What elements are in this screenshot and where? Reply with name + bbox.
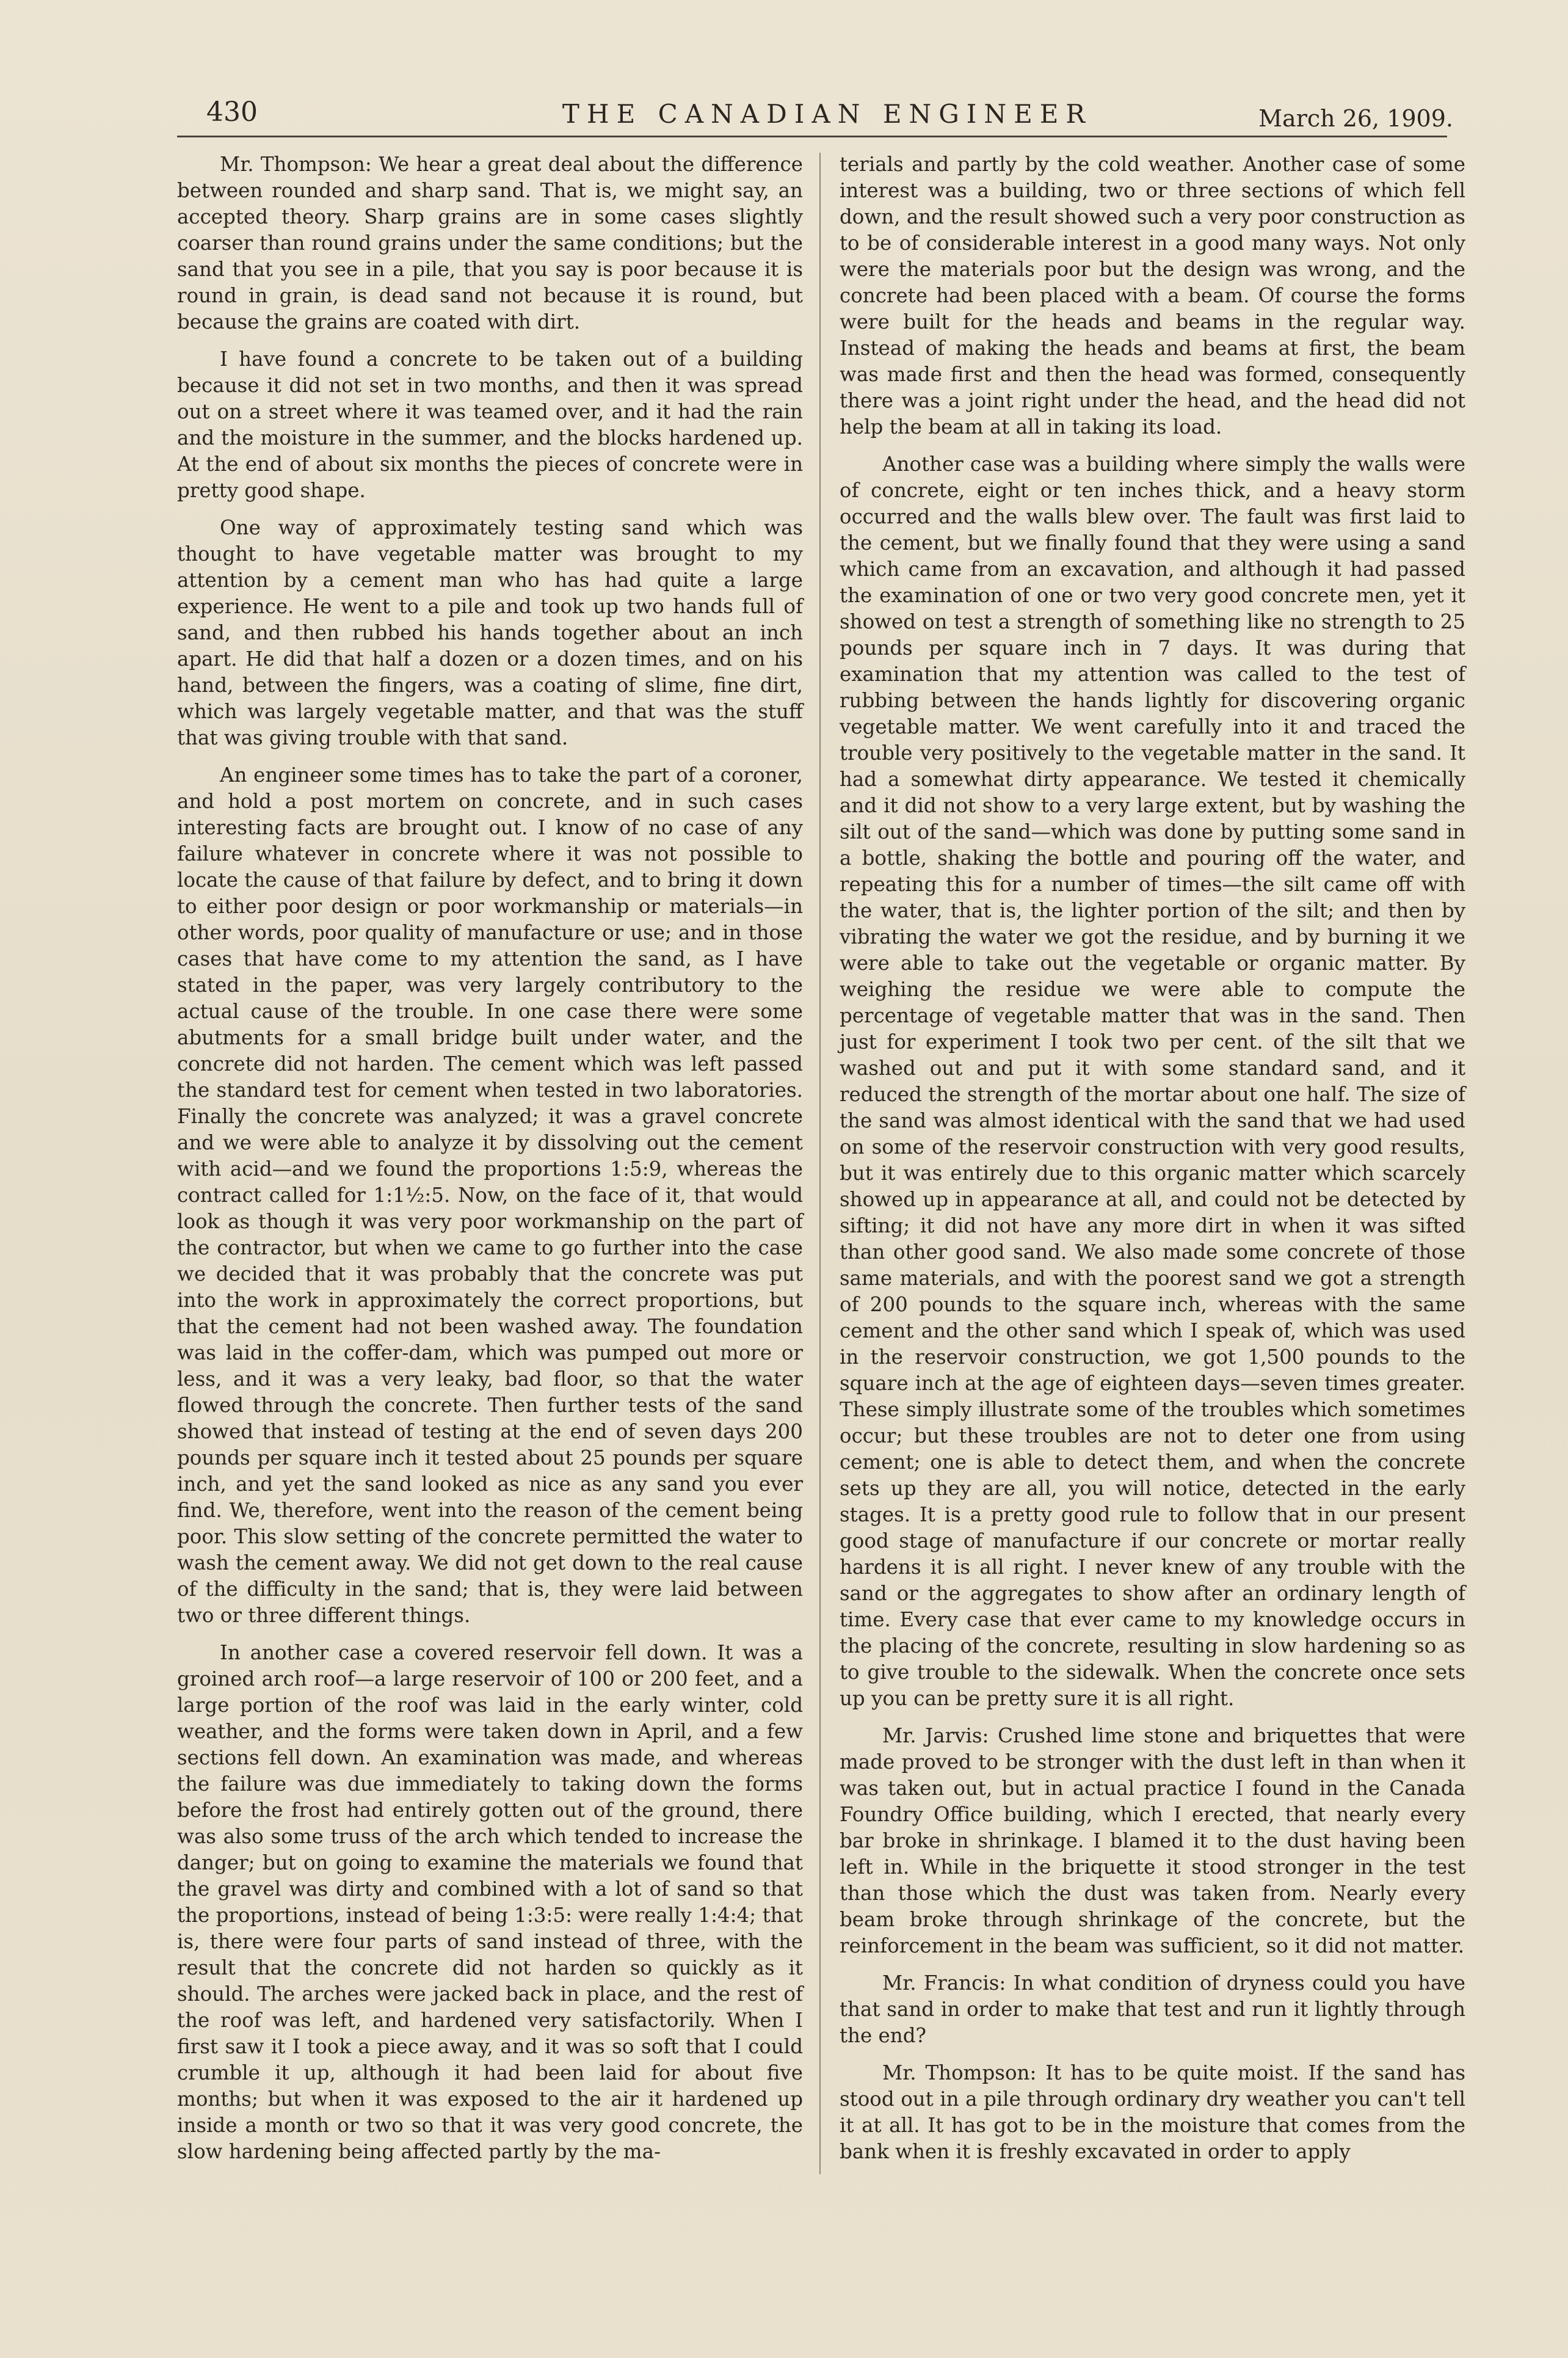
- continued-paragraph: terials and partly by the cold weather. Another case of some interest was a building, two or three sections of which fell down, and the result showed such a very poor construction as to be of considerable interest in a good many ways. Not only were the materials poor but the design was wrong, and the concrete had been placed with a beam. Of course the forms were built for the heads and beams in the regular way. Instead of making the heads and beams at first, the beam was made first and then the head was formed, consequently there was a joint right under the head, and the head did not help the beam at all in taking its load.: [840, 153, 1465, 438]
- page-header: [201, 92, 1453, 140]
- left-column: [177, 151, 803, 2176]
- header-rule: [177, 136, 1447, 137]
- paragraph: An engineer some times has to take the part of a coroner, and hold a post mortem on concrete, and in such cases interesting facts are brought out. I know of no case of any failure whatever in concrete where it was not possible to locate the cause of that failure by defect, and to bring it down to either poor design or poor workmanship or materials—in other words, poor quality of manufacture or use; and in those cases that have come to my attention the sand, as I have stated in the paper, was very largely contributory to the actual cause of the trouble. In one case there were some abutments for a small bridge built under water, and the concrete did not harden. The cement which was left passed the standard test for cement when tested in two laboratories. Finally the concrete was analyzed; it was a gravel concrete and we were able to analyze it by dissolving out the cement with acid—and we found the proportions 1:5:9, whereas the contract called for 1:1½:5. Now, on the face of it, that would look as though it was very poor workmanship on the part of the contractor, but when we came to go further into the case we decided that it was probably that the concrete was put into the work in approximately the correct proportions, but that the cement had not been washed away. The foundation was laid in the coffer-dam, which was pumped out more or less, and it was a very leaky, bad floor, so that the water flowed through the concrete. Then further tests of the sand showed that instead of testing at the end of seven days 200 pounds per square inch it tested about 25 pounds per square inch, and yet the sand looked as nice as any sand you ever find. We, therefore, went into the reason of the cement being poor. This slow setting of the concrete permitted the water to wash the cement away. We did not get down to the real cause of the difficulty in the sand; that is, they were laid between two or three different things.: [177, 763, 803, 1627]
- right-column: [840, 151, 1465, 2176]
- paragraph: Mr. Jarvis: Crushed lime stone and briquettes that were made proved to be stronger with the dust left in than when it was taken out, but in actual practice I found in the Canada Foundry Office building, which I erected, that nearly every bar broke in shrinkage. I blamed it to the dust having been left in. While in the briquette it stood stronger in the test than those which the dust was taken from. Nearly every beam broke through shrinkage of the concrete, but the reinforcement in the beam was sufficient, so it did not matter.: [840, 1724, 1465, 1957]
- paragraph: One way of approximately testing sand which was thought to have vegetable matter was brought to my attention by a cement man who has had quite a large experience. He went to a pile and took up two hands full of sand, and then rubbed his hands together about an inch apart. He did that half a dozen or a dozen times, and on his hand, between the fingers, was a coating of slime, fine dirt, which was largely vegetable matter, and that was the stuff that was giving trouble with that sand.: [177, 516, 803, 749]
- paragraph: Mr. Thompson: It has to be quite moist. If the sand has stood out in a pile through ordinary dry weather you can't tell it at all. It has got to be in the moisture that comes from the bank when it is freshly excavated in order to apply: [840, 2061, 1465, 2163]
- paragraph: In another case a covered reservoir fell down. It was a groined arch roof—a large reservoir of 100 or 200 feet, and a large portion of the roof was laid in the early winter, cold weather, and the forms were taken down in April, and a few sections fell down. An examination was made, and whereas the failure was due immediately to taking down the forms before the frost had entirely gotten out of the ground, there was also some truss of the arch which tended to increase the danger; but on going to examine the materials we found that the gravel was dirty and combined with a lot of sand so that the proportions, instead of being 1:3:5: were really 1:4:4; that is, there were four parts of sand instead of three, with the result that the concrete did not harden so quickly as it should. The arches were jacked back in place, and the rest of the roof was left, and hardened very satisfactorily. When I first saw it I took a piece away, and it was so soft that I could crumble it up, although it had been laid for about five months; but when it was exposed to the air it hardened up inside a month or two so that it was very good concrete, the slow hardening being affected partly by the ma-: [177, 1641, 803, 2163]
- paragraph: Mr. Francis: In what condition of dryness could you have that sand in order to make that test and run it lightly through the end?: [840, 1971, 1465, 2047]
- issue-date: March 26, 1909.: [1258, 105, 1453, 132]
- paragraph: Mr. Thompson: We hear a great deal about the difference between rounded and sharp sand. That is, we might say, an accepted theory. Sharp grains are in some cases slightly coarser than round grains under the same conditions; but the sand that you see in a pile, that you say is poor because it is round in grain, is dead sand not because it is round, but because the grains are coated with dirt.: [177, 153, 803, 333]
- paragraph: Another case was a building where simply the walls were of concrete, eight or ten inches thick, and a heavy storm occurred and the walls blew over. The fault was first laid to the cement, but we finally found that they were using a sand which came from an excavation, and although it had passed the examination of one or two very good concrete men, yet it showed on test a strength of something like no strength to 25 pounds per square inch in 7 days. It was during that examination that my attention was called to the test of rubbing between the hands lightly for discovering organic vegetable matter. We went carefully into it and traced the trouble very positively to the vegetable matter in the sand. It had a somewhat dirty appearance. We tested it chemically and it did not show to a very large extent, but by washing the silt out of the sand—which was done by putting some sand in a bottle, shaking the bottle and pouring off the water, and repeating this for a number of times—the silt came off with the water, that is, the lighter portion of the silt; and then by vibrating the water we got the residue, and by burning it we were able to take out the vegetable or organic matter. By weighing the residue we were able to compute the percentage of vegetable matter that was in the sand. Then just for experiment I took two per cent. of the silt that we washed out and put it with some standard sand, and it reduced the strength of the mortar about one half. The size of the sand was almost identical with the sand that we had used on some of the reservoir construction with very good results, but it was entirely due to this organic matter which scarcely showed up in appearance at all, and could not be detected by sifting; it did not have any more dirt in when it was sifted than other good sand. We also made some concrete of those same materials, and with the poorest sand we got a strength of 200 pounds to the square inch, whereas with the same cement and the other sand which I speak of, which was used in the reservoir construction, we got 1,500 pounds to the square inch at the age of eighteen days—seven times greater. These simply illustrate some of the troubles which sometimes occur; but these troubles are not to deter one from using cement; one is able to detect them, and when the concrete sets up they are all, you will notice, detected in the early stages. It is a pretty good rule to follow that in our present good stage of manufacture if our concrete or mortar really hardens it is all right. I never knew of any trouble with the sand or the aggregates to show after an ordinary length of time. Every case that ever came to my knowledge occurs in the placing of the concrete, resulting in slow hardening so as to give trouble to the sidewalk. When the concrete once sets up you can be pretty sure it is all right.: [840, 453, 1465, 1710]
- paragraph: I have found a concrete to be taken out of a building because it did not set in two months, and then it was spread out on a street where it was teamed over, and it had the rain and the moisture in the summer, and the blocks hardened up. At the end of about six months the pieces of concrete were in pretty good shape.: [177, 348, 803, 502]
- page-number: 430: [206, 96, 258, 128]
- journal-title: THE CANADIAN ENGINEER: [562, 99, 1093, 129]
- column-divider: [819, 153, 821, 2174]
